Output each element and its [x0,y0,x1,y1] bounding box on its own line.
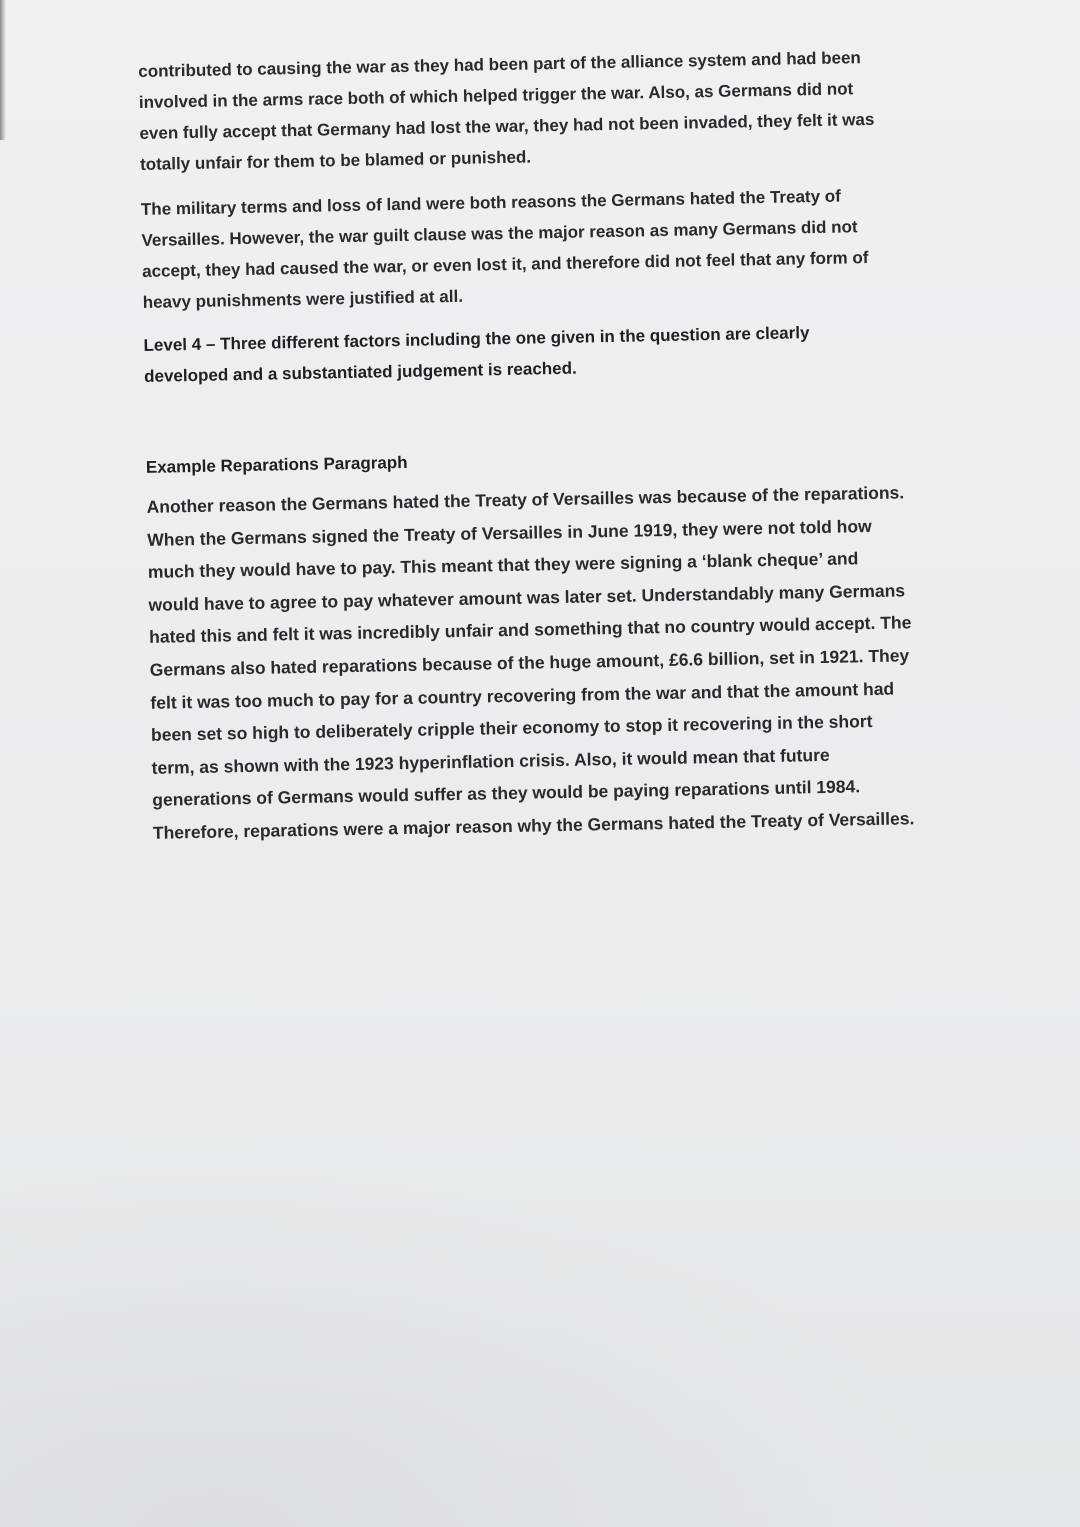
example-heading: Example Reparations Paragraph [145,452,408,477]
text-line: Therefore, reparations were a major reason why the Germans hated the Treaty of Versailles. [152,808,915,843]
text-line: even fully accept that Germany had lost the war, they had not been invaded, they felt it was [139,109,875,143]
text-line: much they would have to pay. This meant that they were signing a ‘blank cheque’ and [147,548,859,583]
paragraph-conclusion [141,178,973,318]
text-line: contributed to causing the war as they had been part of the alliance system and had been [138,48,862,81]
text-line: Another reason the Germans hated the Treaty of Versailles was because of the reparations. [146,482,905,517]
document-body [138,40,983,849]
text-line: The military terms and loss of land were both reasons the Germans hated the Treaty of [140,186,842,219]
text-line: heavy punishments were justified at all. [142,286,464,312]
text-line: Versailles. However, the war guilt clause was the major reason as many Germans did not [141,217,858,250]
text-line: felt it was too much to pay for a country recovering from the war and that the amount had [150,678,895,713]
text-line: term, as shown with the 1923 hyperinflation crisis. Also, it would mean that future [151,744,830,778]
text-line: Germans also hated reparations because of the huge amount, £6.6 billion, set in 1921. They [149,645,910,680]
text-line: Level 4 – Three different factors including the one given in the question are clearly [143,323,810,355]
paragraph-war-guilt-continuation [138,40,970,180]
text-line: generations of Germans would suffer as they would be paying reparations until 1984. [152,776,861,811]
text-line: would have to agree to pay whatever amount was later set. Understandably many Germans [148,580,906,615]
text-line: totally unfair for them to be blamed or punished. [139,147,532,174]
text-line: accept, they had caused the war, or even lost it, and therefore did not feel that any form of [141,248,869,281]
example-reparations-paragraph [146,475,983,849]
text-line: been set so high to deliberately cripple their economy to stop it recovering in the short [150,711,873,746]
page-edge-shadow [0,0,6,140]
paper-shading [0,1107,1080,1527]
text-line: When the Germans signed the Treaty of Versailles in June 1919, they were not told how [147,515,872,550]
text-line: developed and a substantiated judgement is reached. [143,358,577,386]
text-line: hated this and felt it was incredibly unfair and something that no country would accept. The [148,612,912,648]
text-line: involved in the arms race both of which helped trigger the war. Also, as Germans did not [138,79,854,112]
